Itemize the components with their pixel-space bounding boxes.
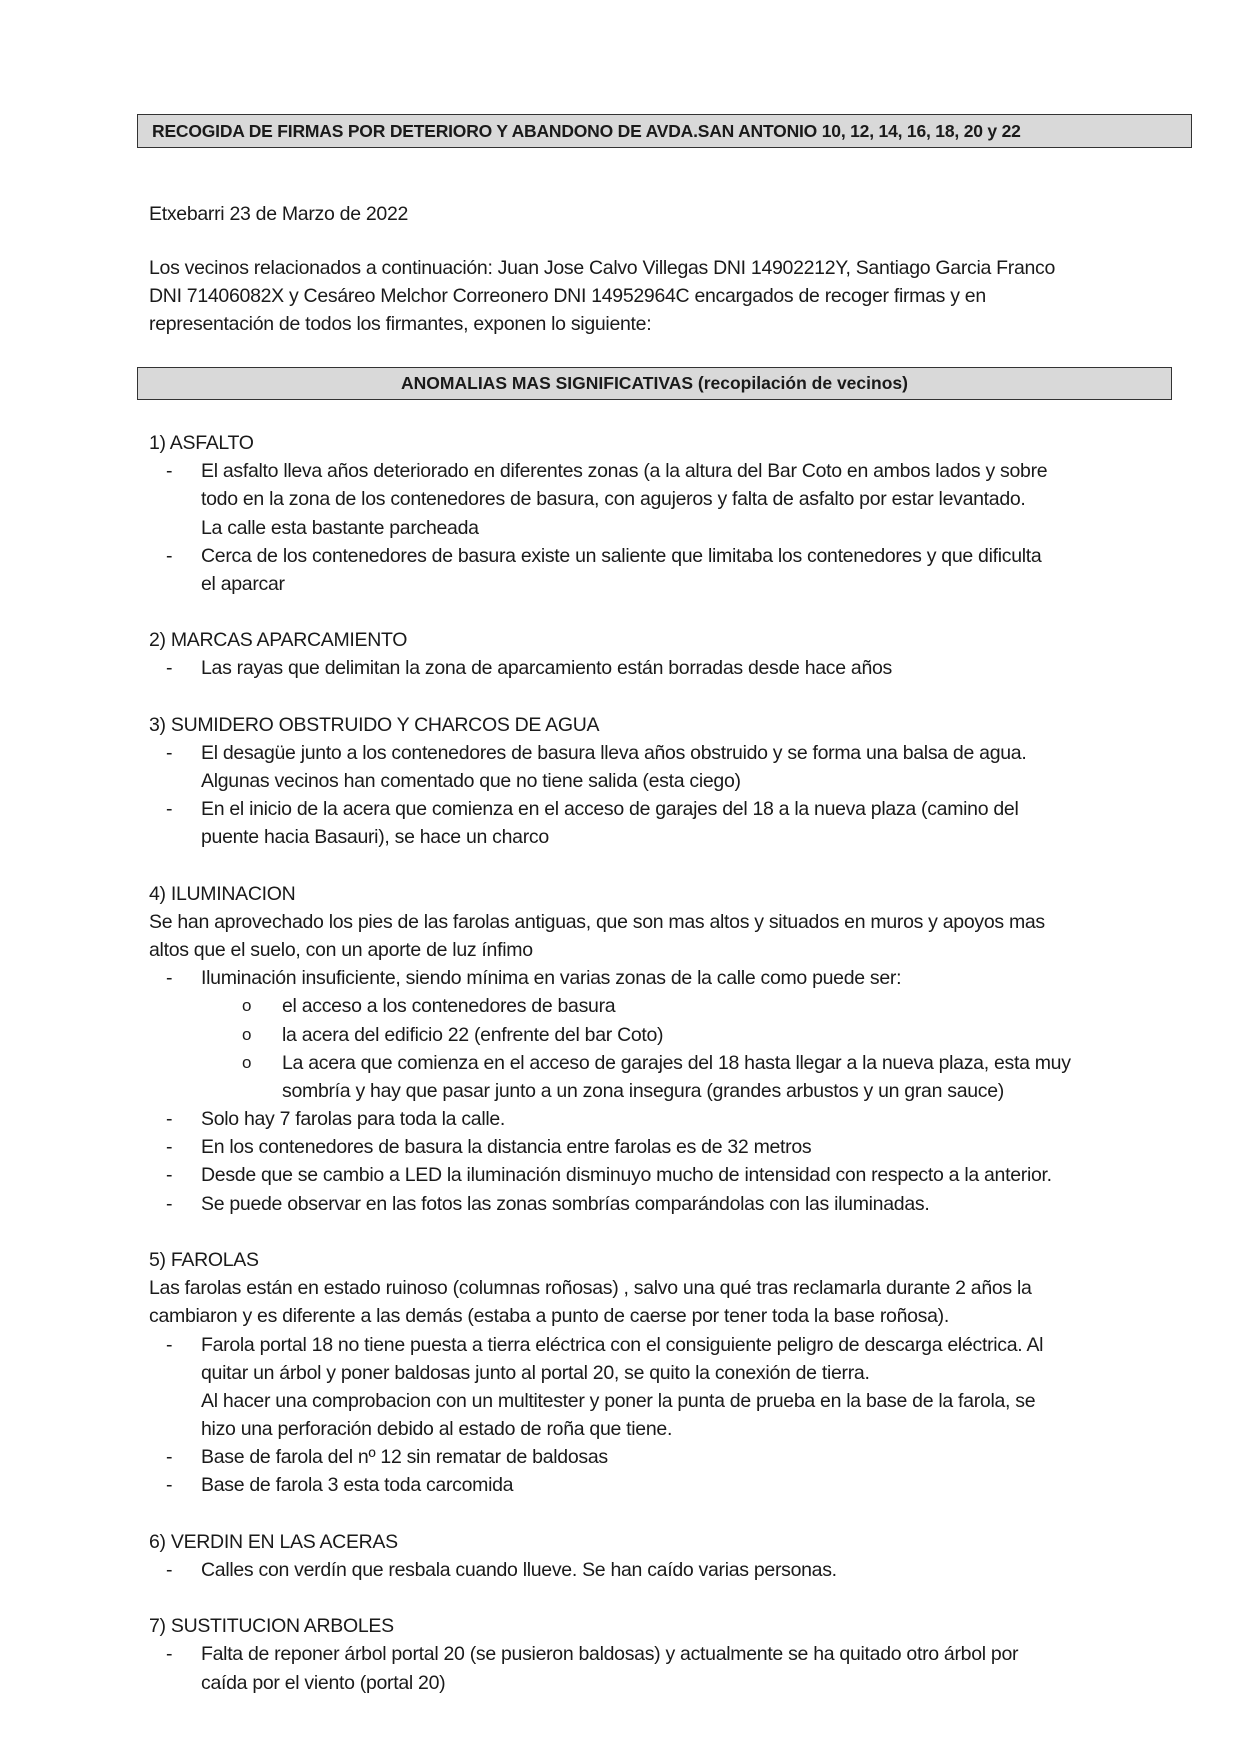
bullet-text: La calle esta bastante parcheada <box>201 516 479 539</box>
sub-bullet-text: sombría y hay que pasar junto a un zona insegura (grandes arbustos y un gran sauce) <box>282 1079 1004 1102</box>
sub-bullet-item-line <box>149 1049 1071 1077</box>
bullet-item-line <box>149 1387 1045 1415</box>
bullet-dash-icon: - <box>166 967 173 990</box>
bullet-dash-icon: - <box>166 1164 173 1187</box>
bullet-dash-icon: - <box>166 657 173 680</box>
bullet-text: En el inicio de la acera que comienza en el acceso de garajes del 18 a la nueva plaza (camino del <box>201 798 1019 821</box>
bullet-dash-icon: - <box>166 1333 173 1356</box>
bullet-dash-icon: - <box>166 1643 173 1666</box>
bullet-dash-icon: - <box>166 1474 173 1497</box>
bullet-dash-icon: - <box>166 1108 173 1131</box>
bullet-item-line <box>149 514 1045 542</box>
bullet-dash-icon: - <box>166 741 173 764</box>
bullet-text: Iluminación insuficiente, siendo mínima en varias zonas de la calle como puede ser: <box>201 967 902 990</box>
bullet-text: El desagüe junto a los contenedores de basura lleva años obstruido y se forma una balsa de agua. <box>201 741 1027 764</box>
section-intro-line: Las farolas están en estado ruinoso (columnas roñosas) , salvo una qué tras reclamarla durante 2 años la <box>149 1277 1032 1300</box>
bullet-item-line <box>149 654 1045 682</box>
bullet-text: En los contenedores de basura la distancia entre farolas es de 32 metros <box>201 1136 812 1159</box>
bullet-text: Falta de reponer árbol portal 20 (se pusieron baldosas) y actualmente se ha quitado otro árbol por <box>201 1643 1019 1666</box>
bullet-dash-icon: - <box>166 1136 173 1159</box>
sub-bullet-item-line <box>149 992 1045 1020</box>
section-intro-line: altos que el suelo, con un aporte de luz ínfimo <box>149 939 533 962</box>
date-line: Etxebarri 23 de Marzo de 2022 <box>149 203 409 225</box>
bullet-text: puente hacia Basauri), se hace un charco <box>201 826 549 849</box>
bullet-text: Se puede observar en las fotos las zonas sombrías comparándolas con las iluminadas. <box>201 1192 930 1215</box>
bullet-dash-icon: - <box>166 544 173 567</box>
section-intro-line: cambiaron y es diferente a las demás (estaba a punto de caerse por tener toda la base roñosa). <box>149 1305 949 1328</box>
bullet-item-line <box>149 795 1045 823</box>
sub-bullet-item-line <box>149 1077 1045 1105</box>
bullet-item-line <box>149 1331 1045 1359</box>
blank-line <box>149 683 1045 711</box>
bullet-item-line <box>149 485 1045 513</box>
bullet-item-line <box>149 1443 1045 1471</box>
blank-line <box>149 1500 1045 1528</box>
bullet-item-line <box>149 1556 1045 1584</box>
bullet-item-line <box>149 1190 1045 1218</box>
bullet-text: Calles con verdín que resbala cuando llueve. Se han caído varias personas. <box>201 1558 837 1581</box>
bullet-text: hizo una perforación debido al estado de roña que tiene. <box>201 1418 673 1441</box>
bullet-item-line <box>149 1640 1045 1668</box>
bullet-item-line <box>149 542 1045 570</box>
section-heading: 7) SUSTITUCION ARBOLES <box>149 1615 394 1638</box>
sub-bullet-item-line <box>149 1021 1045 1049</box>
bullet-item-line <box>149 1133 1045 1161</box>
bullet-item-line <box>149 739 1045 767</box>
anomalies-list <box>149 429 1071 1725</box>
bullet-text: Cerca de los contenedores de basura existe un saliente que limitaba los contenedores y que dificulta <box>201 544 1042 567</box>
bullet-dash-icon: - <box>166 798 173 821</box>
bullet-text: Al hacer una comprobacion con un multitester y poner la punta de prueba en la base de la farola, se <box>201 1389 1036 1412</box>
bullet-text: Base de farola del nº 12 sin rematar de baldosas <box>201 1446 608 1469</box>
bullet-text: el aparcar <box>201 572 285 595</box>
blank-line <box>149 852 1045 880</box>
sub-bullet-text: la acera del edificio 22 (enfrente del bar Coto) <box>282 1023 664 1046</box>
bullet-item-line <box>149 964 1045 992</box>
blank-line <box>149 598 1045 626</box>
circle-bullet-icon: o <box>242 1024 252 1044</box>
sub-bullet-text: el acceso a los contenedores de basura <box>282 995 616 1018</box>
bullet-item-line <box>149 1669 1045 1697</box>
document-title-box <box>137 114 1192 148</box>
section-heading: 3) SUMIDERO OBSTRUIDO Y CHARCOS DE AGUA <box>149 713 600 736</box>
bullet-text: caída por el viento (portal 20) <box>201 1671 446 1694</box>
section-heading: 6) VERDIN EN LAS ACERAS <box>149 1530 398 1553</box>
bullet-dash-icon: - <box>166 1558 173 1581</box>
bullet-text: El asfalto lleva años deteriorado en diferentes zonas (a la altura del Bar Coto en ambos lados y sobre <box>201 460 1048 483</box>
bullet-dash-icon: - <box>166 460 173 483</box>
bullet-text: Desde que se cambio a LED la iluminación disminuyo mucho de intensidad con respecto a la anterior. <box>201 1164 1052 1187</box>
bullet-item-line <box>149 1161 1052 1189</box>
anomalies-title: ANOMALIAS MAS SIGNIFICATIVAS (recopilación de vecinos) <box>401 373 908 393</box>
sub-bullet-text: La acera que comienza en el acceso de garajes del 18 hasta llegar a la nueva plaza, esta muy <box>282 1051 1071 1074</box>
bullet-text: quitar un árbol y poner baldosas junto al portal 20, se quito la conexión de tierra. <box>201 1361 870 1384</box>
intro-line: DNI 71406082X y Cesáreo Melchor Correonero DNI 14952964C encargados de recoger firmas y en <box>149 285 986 308</box>
bullet-dash-icon: - <box>166 1446 173 1469</box>
bullet-text: Farola portal 18 no tiene puesta a tierra eléctrica con el consiguiente peligro de descarga eléctrica. Al <box>201 1333 1044 1356</box>
section-heading: 5) FAROLAS <box>149 1248 259 1271</box>
bullet-item-line <box>149 1415 1045 1443</box>
bullet-item-line <box>149 1105 1045 1133</box>
bullet-text: todo en la zona de los contenedores de basura, con agujeros y falta de asfalto por estar levantado. <box>201 488 1026 511</box>
bullet-text: Las rayas que delimitan la zona de aparcamiento están borradas desde hace años <box>201 657 892 680</box>
blank-line <box>149 1697 1045 1725</box>
document-title: RECOGIDA DE FIRMAS POR DETERIORO Y ABANDONO DE AVDA.SAN ANTONIO 10, 12, 14, 16, 18, 20 y 22 <box>152 120 1021 141</box>
intro-line: representación de todos los firmantes, exponen lo siguiente: <box>149 313 652 336</box>
bullet-item-line <box>149 1359 1045 1387</box>
intro-line: Los vecinos relacionados a continuación: Juan Jose Calvo Villegas DNI 14902212Y, Santiago Garcia Franco <box>149 257 1056 279</box>
intro-paragraph <box>149 254 1055 339</box>
bullet-item-line <box>149 570 1045 598</box>
section-heading: 2) MARCAS APARCAMIENTO <box>149 629 408 652</box>
blank-line <box>149 1584 1045 1612</box>
section-heading: 4) ILUMINACION <box>149 882 296 905</box>
bullet-dash-icon: - <box>166 1192 173 1215</box>
bullet-item-line <box>149 1471 1045 1499</box>
bullet-text: Base de farola 3 esta toda carcomida <box>201 1474 514 1497</box>
bullet-text: Solo hay 7 farolas para toda la calle. <box>201 1108 506 1131</box>
circle-bullet-icon: o <box>242 996 252 1016</box>
bullet-text: Algunas vecinos han comentado que no tiene salida (esta ciego) <box>201 770 741 793</box>
bullet-item-line <box>149 823 1045 851</box>
anomalies-title-box <box>137 367 1172 400</box>
bullet-item-line <box>149 457 1048 485</box>
section-intro-line: Se han aprovechado los pies de las farolas antiguas, que son mas altos y situados en muros y apoyos mas <box>149 910 1045 933</box>
blank-line <box>149 1218 1045 1246</box>
circle-bullet-icon: o <box>242 1052 252 1072</box>
bullet-item-line <box>149 767 1045 795</box>
section-heading: 1) ASFALTO <box>149 432 254 454</box>
